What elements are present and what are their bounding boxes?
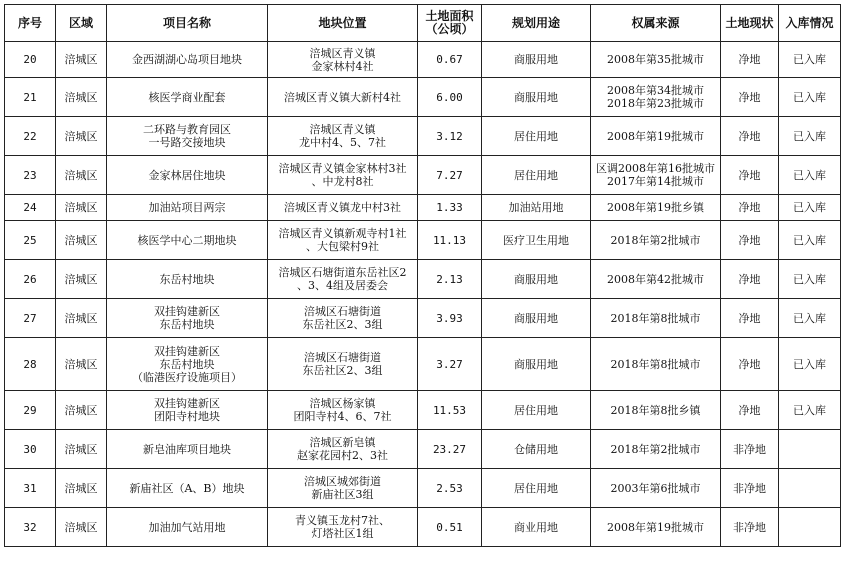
cell-source xyxy=(591,299,721,338)
cell-storage: 已入库 xyxy=(779,195,841,221)
cell-project-line: 金家林居住地块 xyxy=(148,168,226,182)
cell-project xyxy=(107,391,268,430)
cell-project xyxy=(107,78,268,117)
cell-no: 32 xyxy=(5,508,56,547)
cell-area: 0.67 xyxy=(418,42,482,78)
cell-project xyxy=(107,195,268,221)
header-district: 区域 xyxy=(56,5,107,42)
cell-use: 仓储用地 xyxy=(482,430,591,469)
cell-no: 20 xyxy=(5,42,56,78)
cell-no: 25 xyxy=(5,221,56,260)
cell-location xyxy=(268,391,418,430)
cell-area: 11.53 xyxy=(418,391,482,430)
cell-no: 23 xyxy=(5,156,56,195)
cell-storage: 已入库 xyxy=(779,299,841,338)
cell-location-line: 、3、4组及居委会 xyxy=(297,279,388,292)
cell-location-line: 东岳社区2、3组 xyxy=(302,364,383,377)
cell-location xyxy=(268,299,418,338)
cell-no: 27 xyxy=(5,299,56,338)
cell-use: 居住用地 xyxy=(482,469,591,508)
cell-location-line: 新庙社区3组 xyxy=(311,488,374,501)
cell-project xyxy=(107,299,268,338)
header-project: 项目名称 xyxy=(107,5,268,42)
cell-area: 6.00 xyxy=(418,78,482,117)
cell-storage: 已入库 xyxy=(779,260,841,299)
cell-status: 非净地 xyxy=(721,430,779,469)
cell-source-line: 2008年第19批城市 xyxy=(607,520,704,534)
cell-location-line: 东岳社区2、3组 xyxy=(302,318,383,331)
cell-area: 7.27 xyxy=(418,156,482,195)
cell-project-line: 双挂钩建新区 xyxy=(154,344,220,358)
header-no: 序号 xyxy=(5,5,56,42)
cell-status: 净地 xyxy=(721,78,779,117)
cell-project xyxy=(107,42,268,78)
cell-source xyxy=(591,338,721,391)
cell-project-line: 一号路交接地块 xyxy=(148,136,226,149)
cell-location xyxy=(268,260,418,299)
cell-use: 商服用地 xyxy=(482,78,591,117)
cell-district: 涪城区 xyxy=(56,508,107,547)
cell-source-line: 2018年第2批城市 xyxy=(610,442,701,456)
land-table-wrapper xyxy=(4,4,841,547)
cell-district: 涪城区 xyxy=(56,117,107,156)
cell-area: 2.13 xyxy=(418,260,482,299)
cell-district: 涪城区 xyxy=(56,195,107,221)
cell-location xyxy=(268,78,418,117)
cell-no: 22 xyxy=(5,117,56,156)
cell-district: 涪城区 xyxy=(56,338,107,391)
cell-storage: 已入库 xyxy=(779,391,841,430)
cell-storage: 已入库 xyxy=(779,338,841,391)
table-row xyxy=(5,42,841,78)
cell-source-line: 2008年第19批城市 xyxy=(607,129,704,143)
cell-project xyxy=(107,508,268,547)
cell-location xyxy=(268,221,418,260)
cell-source-line: 2018年第8批城市 xyxy=(610,311,701,325)
cell-status: 净地 xyxy=(721,391,779,430)
cell-source-line: 2018年第8批乡镇 xyxy=(610,403,701,417)
cell-status: 净地 xyxy=(721,338,779,391)
cell-use: 商业用地 xyxy=(482,508,591,547)
cell-project-line: 东岳村地块 xyxy=(159,272,215,286)
table-row xyxy=(5,221,841,260)
cell-project-line: 东岳村地块 xyxy=(159,318,215,331)
cell-project-line: 双挂钩建新区 xyxy=(154,305,220,318)
cell-project-line: 新皂油库项目地块 xyxy=(143,442,231,456)
cell-status: 非净地 xyxy=(721,469,779,508)
header-area-line: 土地面积 xyxy=(425,9,474,23)
cell-location-line: 、中龙村8社 xyxy=(311,175,374,188)
cell-location xyxy=(268,42,418,78)
cell-status: 非净地 xyxy=(721,508,779,547)
table-row xyxy=(5,469,841,508)
cell-source xyxy=(591,469,721,508)
cell-status: 净地 xyxy=(721,156,779,195)
cell-project xyxy=(107,260,268,299)
cell-storage: 已入库 xyxy=(779,42,841,78)
cell-source-line: 2003年第6批城市 xyxy=(610,481,701,495)
cell-source-line: 2018年第2批城市 xyxy=(610,233,701,247)
cell-source xyxy=(591,78,721,117)
cell-storage: 已入库 xyxy=(779,221,841,260)
cell-location xyxy=(268,508,418,547)
table-row xyxy=(5,508,841,547)
header-storage: 入库情况 xyxy=(779,5,841,42)
cell-district: 涪城区 xyxy=(56,156,107,195)
header-area xyxy=(418,5,482,42)
cell-project-line: 金西湖湖心岛项目地块 xyxy=(132,53,242,66)
table-row xyxy=(5,430,841,469)
table-row xyxy=(5,117,841,156)
cell-location xyxy=(268,430,418,469)
cell-location-line: 涪城区青义镇 xyxy=(309,123,376,136)
table-row xyxy=(5,156,841,195)
cell-district: 涪城区 xyxy=(56,42,107,78)
cell-district: 涪城区 xyxy=(56,260,107,299)
cell-location-line: 龙中村4、5、7社 xyxy=(299,136,386,149)
cell-use: 商服用地 xyxy=(482,260,591,299)
cell-source-line: 2008年第19批乡镇 xyxy=(607,201,704,214)
header-use: 规划用途 xyxy=(482,5,591,42)
cell-no: 24 xyxy=(5,195,56,221)
cell-location-line: 涪城区石塘街道 xyxy=(304,305,381,318)
cell-district: 涪城区 xyxy=(56,430,107,469)
cell-district: 涪城区 xyxy=(56,299,107,338)
cell-location-line: 金家林村4社 xyxy=(311,59,374,73)
cell-location-line: 、大包梁村9社 xyxy=(306,240,379,253)
table-row xyxy=(5,260,841,299)
cell-project xyxy=(107,469,268,508)
table-row xyxy=(5,391,841,430)
cell-area: 23.27 xyxy=(418,430,482,469)
cell-source xyxy=(591,156,721,195)
cell-location-line: 涪城区新皂镇 xyxy=(309,436,376,449)
cell-area: 3.27 xyxy=(418,338,482,391)
cell-project-line: 核医学中心二期地块 xyxy=(137,233,237,247)
cell-area: 0.51 xyxy=(418,508,482,547)
cell-source-line: 区调2008年第16批城市 xyxy=(596,162,715,175)
cell-location-line: 涪城区石塘街道 xyxy=(304,351,381,364)
cell-source-line: 2008年第34批城市 xyxy=(607,84,704,97)
cell-location-line: 灯塔社区1组 xyxy=(311,527,374,540)
cell-project-line: 新庙社区（A、B）地块 xyxy=(129,481,245,495)
cell-project xyxy=(107,156,268,195)
cell-no: 29 xyxy=(5,391,56,430)
cell-area: 11.13 xyxy=(418,221,482,260)
table-row xyxy=(5,338,841,391)
cell-use: 居住用地 xyxy=(482,156,591,195)
cell-status: 净地 xyxy=(721,195,779,221)
cell-status: 净地 xyxy=(721,117,779,156)
cell-district: 涪城区 xyxy=(56,391,107,430)
cell-source-line: 2008年第42批城市 xyxy=(607,272,704,286)
cell-project-line: 东岳村地块 xyxy=(159,357,215,371)
cell-location-line: 涪城区杨家镇 xyxy=(309,397,376,410)
cell-location-line: 赵家花园村2、3社 xyxy=(297,449,388,462)
cell-location xyxy=(268,469,418,508)
cell-use: 医疗卫生用地 xyxy=(482,221,591,260)
cell-project xyxy=(107,430,268,469)
cell-source xyxy=(591,195,721,221)
cell-location-line: 涪城区青义镇新观寺村1社 xyxy=(278,227,407,240)
cell-location-line: 涪城区青义镇金家林村3社 xyxy=(278,162,407,175)
cell-source-line: 2018年第23批城市 xyxy=(607,97,704,110)
cell-source-line: 2008年第35批城市 xyxy=(607,53,704,66)
cell-source xyxy=(591,391,721,430)
cell-source-line: 2018年第8批城市 xyxy=(610,357,701,371)
cell-source xyxy=(591,221,721,260)
cell-storage: 已入库 xyxy=(779,156,841,195)
header-area-line: （公顷） xyxy=(425,22,474,36)
cell-use: 居住用地 xyxy=(482,391,591,430)
table-row xyxy=(5,299,841,338)
cell-area: 2.53 xyxy=(418,469,482,508)
cell-storage: 已入库 xyxy=(779,117,841,156)
cell-use: 商服用地 xyxy=(482,299,591,338)
cell-no: 30 xyxy=(5,430,56,469)
header-source: 权属来源 xyxy=(591,5,721,42)
header-status: 土地现状 xyxy=(721,5,779,42)
cell-location xyxy=(268,156,418,195)
cell-location-line: 青义镇玉龙村7社、 xyxy=(295,514,390,527)
cell-source xyxy=(591,430,721,469)
cell-no: 28 xyxy=(5,338,56,391)
cell-no: 26 xyxy=(5,260,56,299)
cell-district: 涪城区 xyxy=(56,469,107,508)
cell-project-line: 加油站项目两宗 xyxy=(148,201,226,214)
cell-location-line: 涪城区青义镇 xyxy=(309,46,376,60)
cell-location-line: 涪城区青义镇大新村4社 xyxy=(284,90,401,104)
header-row xyxy=(5,5,841,42)
cell-storage xyxy=(779,430,841,469)
header-location xyxy=(268,5,418,42)
cell-district: 涪城区 xyxy=(56,78,107,117)
cell-project xyxy=(107,221,268,260)
cell-area: 1.33 xyxy=(418,195,482,221)
cell-project-line: 核医学商业配套 xyxy=(148,90,226,104)
cell-location-line: 涪城区青义镇龙中村3社 xyxy=(284,201,401,214)
table-row xyxy=(5,195,841,221)
cell-status: 净地 xyxy=(721,299,779,338)
cell-project xyxy=(107,338,268,391)
cell-storage: 已入库 xyxy=(779,78,841,117)
cell-use: 商服用地 xyxy=(482,42,591,78)
cell-area: 3.12 xyxy=(418,117,482,156)
cell-use: 居住用地 xyxy=(482,117,591,156)
cell-status: 净地 xyxy=(721,221,779,260)
cell-area: 3.93 xyxy=(418,299,482,338)
cell-no: 31 xyxy=(5,469,56,508)
cell-storage xyxy=(779,508,841,547)
cell-project-line: 二环路与教育园区 xyxy=(143,123,231,136)
table-body xyxy=(5,42,841,547)
cell-location xyxy=(268,338,418,391)
cell-no: 21 xyxy=(5,78,56,117)
cell-location xyxy=(268,117,418,156)
cell-source xyxy=(591,42,721,78)
header-location-line: 地块位置 xyxy=(318,15,367,30)
land-parcel-table xyxy=(4,4,841,547)
table-row xyxy=(5,78,841,117)
cell-location-line: 团阳寺村4、6、7社 xyxy=(293,410,392,423)
cell-source xyxy=(591,508,721,547)
cell-project-line: （临港医疗设施项目） xyxy=(132,370,242,384)
cell-location-line: 涪城区城郊街道 xyxy=(304,475,381,488)
cell-storage xyxy=(779,469,841,508)
cell-status: 净地 xyxy=(721,42,779,78)
cell-use: 加油站用地 xyxy=(482,195,591,221)
cell-project-line: 团阳寺村地块 xyxy=(154,410,220,423)
cell-use: 商服用地 xyxy=(482,338,591,391)
cell-source xyxy=(591,260,721,299)
cell-project-line: 加油加气站用地 xyxy=(148,520,226,534)
cell-project xyxy=(107,117,268,156)
cell-status: 净地 xyxy=(721,260,779,299)
cell-source xyxy=(591,117,721,156)
cell-location xyxy=(268,195,418,221)
cell-project-line: 双挂钩建新区 xyxy=(154,397,220,410)
cell-location-line: 涪城区石塘街道东岳社区2 xyxy=(278,266,407,279)
cell-source-line: 2017年第14批城市 xyxy=(607,175,704,188)
cell-district: 涪城区 xyxy=(56,221,107,260)
